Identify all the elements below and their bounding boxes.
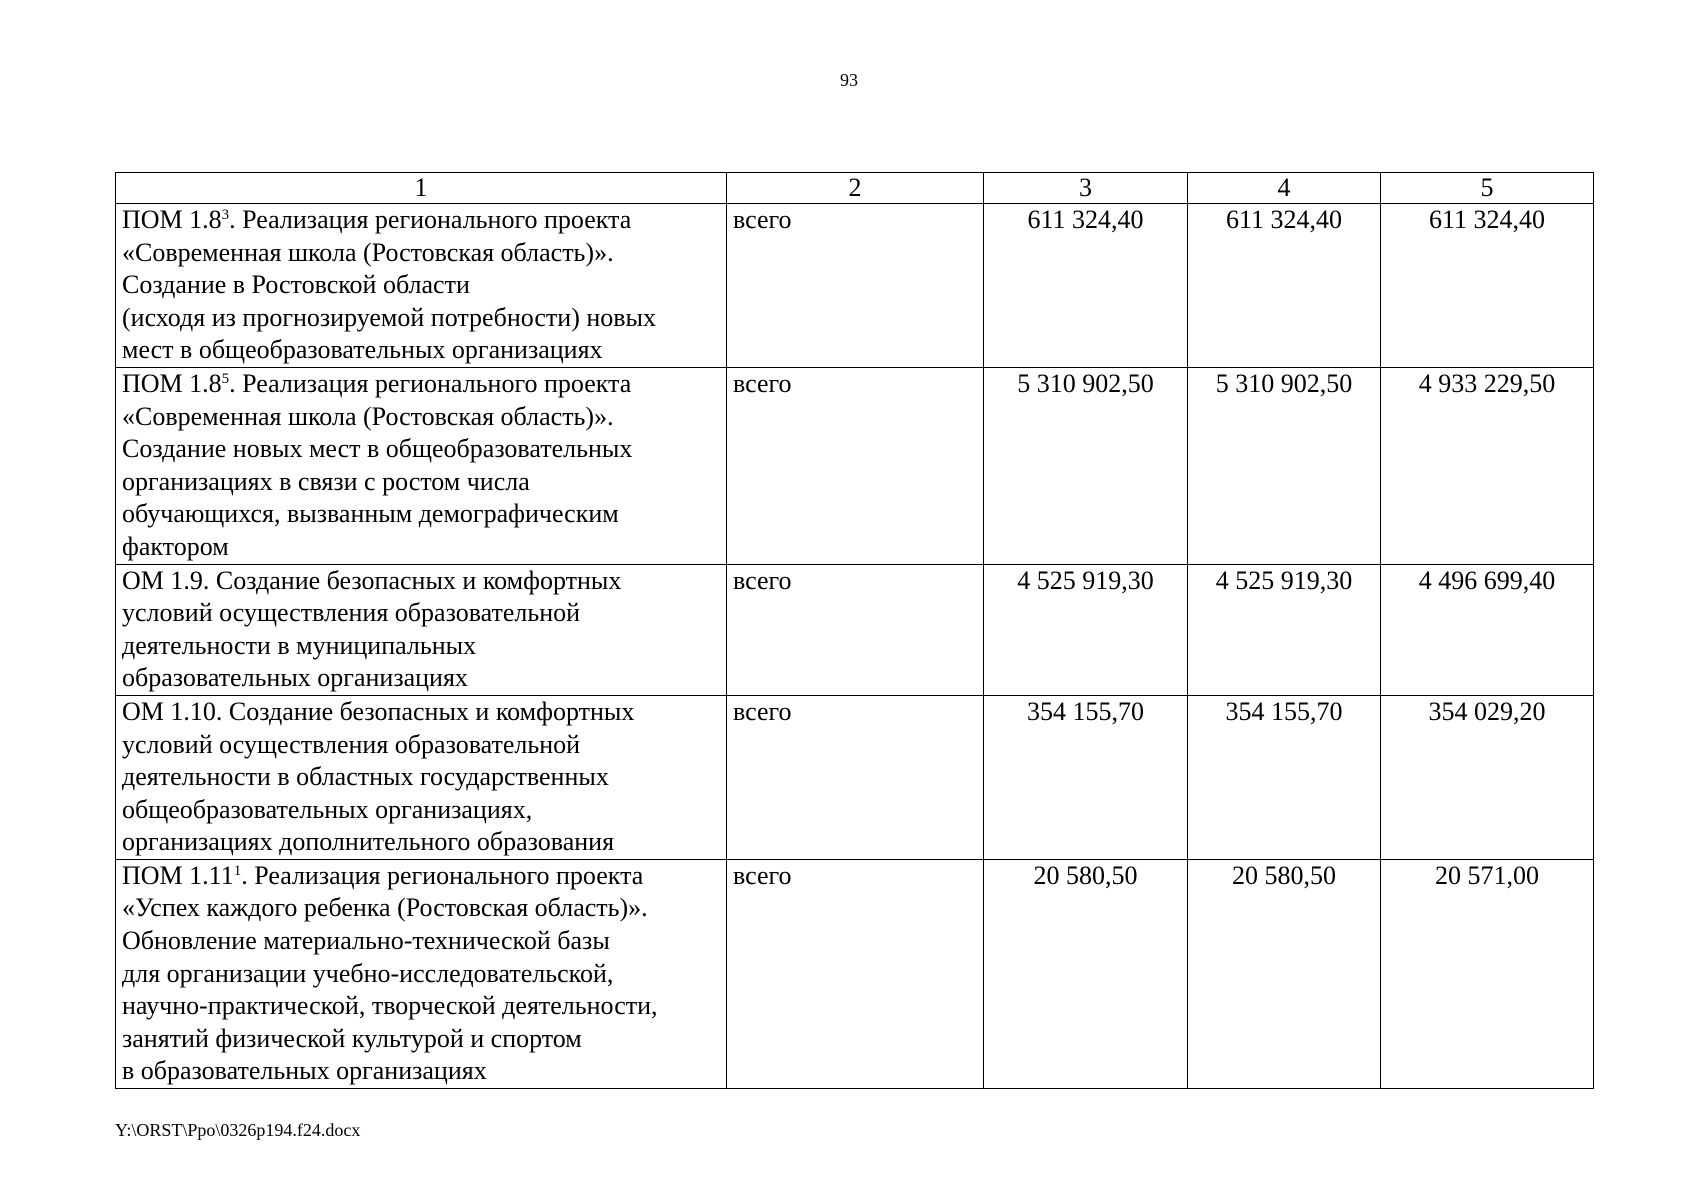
table-row xyxy=(116,204,1594,368)
value-col-3: 611 324,40 xyxy=(984,204,1188,368)
description-line: Создание новых мест в общеобразовательных xyxy=(122,434,633,464)
value-col-5: 611 324,40 xyxy=(1381,204,1594,368)
table-header-row xyxy=(116,173,1594,204)
description-line: в образовательных организациях xyxy=(122,1056,487,1086)
description-line: (исходя из прогнозируемой потребности) новых xyxy=(122,302,657,332)
column-header-2: 2 xyxy=(727,173,984,204)
table-row xyxy=(116,695,1594,859)
measure-code: ПОМ 1.8 xyxy=(122,205,222,234)
description-line: ПОМ $1.8^3$. Реализация регионального проекта xyxy=(122,205,632,234)
table-row xyxy=(116,859,1594,1088)
value-col-4: 611 324,40 xyxy=(1188,204,1381,368)
value-col-3: 4 525 919,30 xyxy=(984,564,1188,695)
table-row xyxy=(116,367,1594,564)
description-line: «Современная школа (Ростовская область)». xyxy=(122,237,614,267)
description-line: Создание в Ростовской области xyxy=(122,270,470,300)
footer-file-path: Y:\ORST\Ppo\0326p194.f24.docx xyxy=(115,1120,361,1140)
funding-type: всего xyxy=(727,859,984,1088)
page-number: 93 xyxy=(840,70,858,90)
description-line: научно-практической, творческой деятельности, xyxy=(122,991,658,1021)
value-col-4: 5 310 902,50 xyxy=(1188,367,1381,564)
value-col-4: 4 525 919,30 xyxy=(1188,564,1381,695)
description-line: деятельности в муниципальных xyxy=(122,630,477,660)
funding-type: всего xyxy=(727,204,984,368)
measure-description xyxy=(116,367,727,564)
table-row xyxy=(116,564,1594,695)
value-col-5: 20 571,00 xyxy=(1381,859,1594,1088)
funding-type: всего xyxy=(727,695,984,859)
description-line: ПОМ $1.8^5$. Реализация регионального проекта xyxy=(122,368,632,398)
description-line: обучающихся, вызванным демографическим xyxy=(122,499,619,529)
description-line: «Современная школа (Ростовская область)». xyxy=(122,401,614,431)
measure-code: ПОМ 1.8 xyxy=(122,368,222,398)
value-col-3: 20 580,50 xyxy=(984,859,1188,1088)
value-col-5: 4 496 699,40 xyxy=(1381,564,1594,695)
measure-description xyxy=(116,204,727,368)
description-line: организациях дополнительного образования xyxy=(122,827,615,857)
column-header-1: 1 xyxy=(116,173,727,204)
description-line: ПОМ 1.11$^1$. Реализация регионального проекта xyxy=(122,860,644,890)
description-line: общеобразовательных организациях, xyxy=(122,794,533,824)
column-header-4: 4 xyxy=(1188,173,1381,204)
value-col-5: 354 029,20 xyxy=(1381,695,1594,859)
description-line: условий осуществления образовательной xyxy=(122,598,581,628)
budget-table xyxy=(115,172,1594,1089)
description-line: деятельности в областных государственных xyxy=(122,762,609,792)
description-line: для организации учебно-исследовательской, xyxy=(122,958,614,988)
footnote-mark: 3 xyxy=(221,207,230,223)
description-line: мест в общеобразовательных организациях xyxy=(122,335,603,365)
value-col-4: 20 580,50 xyxy=(1188,859,1381,1088)
value-col-5: 4 933 229,50 xyxy=(1381,367,1594,564)
description-line: Обновление материально-технической базы xyxy=(122,926,610,956)
description-line: занятий физической культурой и спортом xyxy=(122,1023,582,1053)
value-col-3: 354 155,70 xyxy=(984,695,1188,859)
description-line: условий осуществления образовательной xyxy=(122,729,581,759)
description-line: «Успех каждого ребенка (Ростовская область)». xyxy=(122,893,648,923)
footnote-mark: 5 xyxy=(221,370,230,387)
footnote-mark: 1 xyxy=(233,862,242,879)
description-line: образовательных организациях xyxy=(122,663,468,693)
funding-type: всего xyxy=(727,367,984,564)
description-line: организациях в связи с ростом числа xyxy=(122,466,530,496)
description-line: фактором xyxy=(122,531,229,561)
column-header-5: 5 xyxy=(1381,173,1594,204)
value-col-3: 5 310 902,50 xyxy=(984,367,1188,564)
value-col-4: 354 155,70 xyxy=(1188,695,1381,859)
measure-description xyxy=(116,695,727,859)
funding-type: всего xyxy=(727,564,984,695)
measure-code: ПОМ 1.11 xyxy=(122,860,234,890)
column-header-3: 3 xyxy=(984,173,1188,204)
measure-description xyxy=(116,564,727,695)
measure-description xyxy=(116,859,727,1088)
description-line: ОМ 1.9. Создание безопасных и комфортных xyxy=(122,565,622,595)
description-line: ОМ 1.10. Создание безопасных и комфортных xyxy=(122,696,635,726)
